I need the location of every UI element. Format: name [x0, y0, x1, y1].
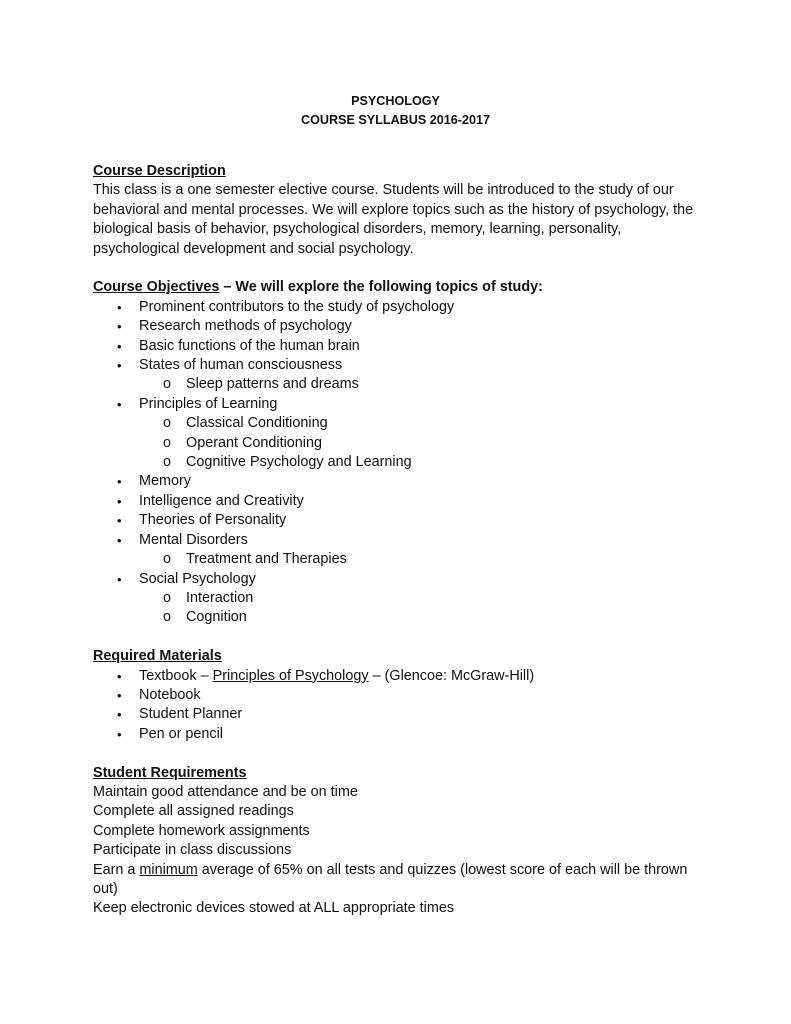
course-description-section — [93, 162, 703, 259]
bullet-icon: • — [117, 726, 122, 742]
list-item — [93, 705, 703, 724]
requirement-line: Maintain good attendance and be on time — [93, 783, 358, 800]
textbook-prefix: Textbook – — [139, 667, 213, 684]
objective-item — [93, 395, 703, 414]
bullet-icon: • — [117, 532, 122, 548]
bullet-icon: • — [117, 338, 122, 354]
requirement-line: Keep electronic devices stowed at ALL appropriate times — [93, 900, 455, 917]
objective-label: Mental Disorders — [139, 531, 248, 548]
requirement-line: out) — [93, 880, 118, 897]
required-materials-section — [93, 647, 703, 744]
material-label: Student Planner — [139, 706, 243, 723]
objective-sublabel: Treatment and Therapies — [186, 551, 347, 568]
circle-bullet-icon: o — [163, 551, 172, 568]
course-objectives-heading: Course Objectives — [93, 279, 220, 296]
list-item — [93, 686, 703, 705]
bullet-icon: • — [117, 358, 122, 374]
objective-item — [93, 472, 703, 491]
bullet-icon: • — [117, 474, 122, 490]
circle-bullet-icon: o — [163, 589, 172, 606]
circle-bullet-icon: o — [163, 609, 172, 626]
student-requirements-section — [93, 764, 703, 919]
textbook-title: Principles of Psychology — [212, 667, 369, 684]
description-line: This class is a one semester elective course. Students will be introduced to the study of our — [93, 182, 674, 199]
objective-item — [93, 492, 703, 511]
material-label: Notebook — [139, 686, 201, 703]
objective-label: Principles of Learning — [139, 395, 278, 412]
course-objectives-heading-row — [93, 278, 703, 297]
objectives-list — [93, 298, 703, 628]
requirement-emphasis: minimum — [139, 861, 198, 878]
objective-subitem — [93, 434, 703, 453]
bullet-icon: • — [117, 299, 122, 315]
bullet-icon: • — [117, 513, 122, 529]
objective-label: States of human consciousness — [139, 357, 343, 374]
bullet-icon: • — [117, 319, 122, 335]
objective-label: Memory — [139, 473, 191, 490]
objective-subitem — [93, 550, 703, 569]
document-subtitle: COURSE SYLLABUS 2016-2017 — [301, 113, 490, 127]
syllabus-page — [93, 92, 703, 919]
objective-item — [93, 337, 703, 356]
objective-sublabel: Interaction — [186, 589, 254, 606]
circle-bullet-icon: o — [163, 415, 172, 432]
course-description-heading: Course Description — [93, 163, 226, 179]
circle-bullet-icon: o — [163, 376, 172, 393]
description-line: biological basis of behavior, psychological disorders, memory, learning, personality, — [93, 221, 622, 238]
objective-label: Intelligence and Creativity — [139, 492, 304, 509]
requirement-prefix: Earn a — [93, 861, 140, 878]
objective-sublabel: Classical Conditioning — [186, 415, 328, 432]
requirement-suffix: average of 65% on all tests and quizzes (lowest score of each will be thrown — [197, 861, 688, 878]
objective-label: Basic functions of the human brain — [139, 337, 360, 354]
description-line: behavioral and mental processes. We will explore topics such as the history of psychology, the — [93, 201, 694, 218]
bullet-icon: • — [117, 687, 122, 703]
circle-bullet-icon: o — [163, 454, 172, 471]
student-requirements-heading: Student Requirements — [93, 764, 247, 781]
objective-sublabel: Operant Conditioning — [186, 434, 323, 451]
objective-label: Prominent contributors to the study of psychology — [139, 298, 455, 315]
bullet-icon: • — [117, 707, 122, 723]
circle-bullet-icon: o — [163, 434, 172, 451]
list-item — [93, 725, 703, 744]
objective-sublabel: Sleep patterns and dreams — [186, 376, 359, 393]
textbook-suffix: – (Glencoe: McGraw-Hill) — [368, 667, 535, 684]
objective-sublabel: Cognitive Psychology and Learning — [186, 454, 412, 471]
objective-item — [93, 298, 703, 317]
requirement-line: Participate in class discussions — [93, 842, 292, 859]
bullet-icon: • — [117, 668, 122, 684]
objective-item — [93, 356, 703, 375]
bullet-icon: • — [117, 396, 122, 412]
list-item — [93, 667, 703, 686]
course-objectives-heading-rest: – We will explore the following topics of study: — [219, 279, 543, 296]
objective-label: Social Psychology — [139, 570, 256, 587]
bullet-icon: • — [117, 493, 122, 509]
requirement-line: Complete homework assignments — [93, 822, 310, 839]
objective-item — [93, 317, 703, 336]
requirement-line — [93, 861, 703, 880]
objective-item — [93, 511, 703, 530]
objective-sublabel: Cognition — [186, 609, 247, 626]
objective-subitem — [93, 414, 703, 433]
required-materials-heading: Required Materials — [93, 648, 222, 665]
objective-item — [93, 531, 703, 550]
document-header — [0, 92, 791, 130]
objective-label: Research methods of psychology — [139, 318, 352, 335]
objective-item — [93, 570, 703, 589]
objective-label: Theories of Personality — [139, 512, 287, 529]
course-objectives-section — [93, 278, 703, 627]
requirement-line: Complete all assigned readings — [93, 803, 294, 820]
objective-subitem — [93, 375, 703, 394]
objective-subitem — [93, 453, 703, 472]
bullet-icon: • — [117, 571, 122, 587]
document-title: PSYCHOLOGY — [351, 94, 440, 108]
description-line: psychological development and social psychology. — [93, 240, 414, 257]
objective-subitem — [93, 589, 703, 608]
objective-subitem — [93, 608, 703, 627]
material-label: Pen or pencil — [139, 725, 223, 742]
